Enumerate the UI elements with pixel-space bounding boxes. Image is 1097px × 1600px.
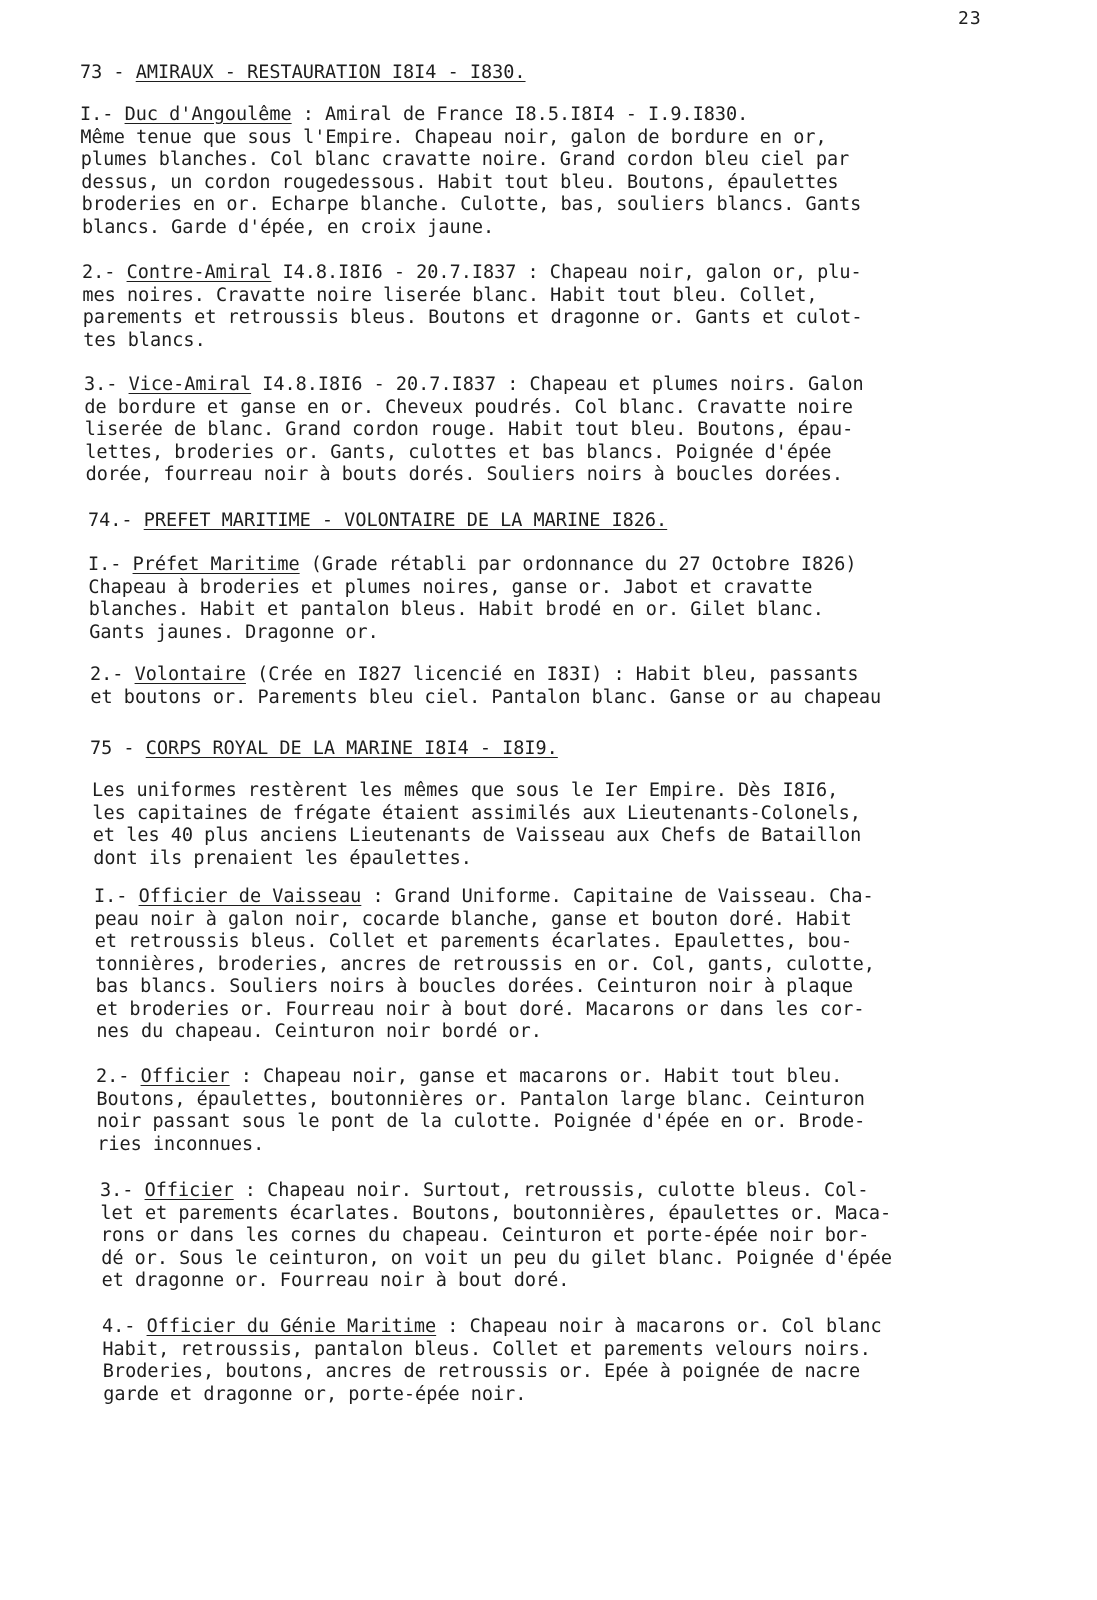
section-header	[80, 62, 526, 83]
entry-text: parements et retroussis bleus. Boutons et dragonne or. Gants et culot-	[82, 307, 863, 328]
text-line	[82, 285, 817, 307]
text-line	[88, 577, 812, 599]
text-line	[94, 909, 851, 931]
entry-text: dorée, fourreau noir à bouts dorés. Souliers noirs à boucles dorées.	[85, 464, 843, 485]
section-title: PREFET MARITIME - VOLONTAIRE DE LA MARINE I826.	[143, 510, 668, 531]
entry-text: mes noires. Cravatte noire liserée blanc. Habit tout bleu. Collet,	[82, 284, 818, 306]
entry-text: tonnières, broderies, ancres de retroussis en or. Col, gants, culotte,	[95, 953, 875, 975]
text-line	[96, 1089, 865, 1111]
entry-text: tes blancs.	[83, 329, 206, 351]
entry-text: Gants jaunes. Dragonne or.	[89, 621, 379, 643]
text-line	[100, 1180, 869, 1202]
entry-number: 2.-	[82, 262, 127, 283]
text-line	[100, 1203, 891, 1225]
entry-text: Chapeau à broderies et plumes noires, ganse or. Jabot et cravatte	[88, 576, 813, 598]
entry-text: : Chapeau noir. Surtout, retroussis, culotte bleus. Col-	[233, 1180, 869, 1201]
text-line	[96, 1066, 842, 1088]
section-number: 74.-	[88, 510, 144, 531]
entry-text: et broderies or. Fourreau noir à bout doré. Macarons or dans les cor-	[96, 998, 865, 1020]
text-line	[96, 999, 865, 1021]
entry-text: : Chapeau noir, ganse et macarons or. Habit tout bleu.	[229, 1066, 843, 1087]
entry-text: Broderies, boutons, ancres de retroussis or. Epée à poignée de nacre	[102, 1361, 861, 1382]
text-line	[89, 599, 824, 621]
entry-text: Les uniformes restèrent les mêmes que sous le Ier Empire. Dès I8I6,	[92, 780, 839, 801]
entry-text: Même tenue que sous l'Empire. Chapeau noir, galon de bordure en or,	[80, 126, 827, 148]
text-line	[103, 1384, 526, 1406]
entry-text: liserée de blanc. Grand cordon rouge. Habit tout bleu. Boutons, épau-	[84, 419, 854, 440]
text-line	[84, 374, 864, 396]
text-line	[80, 127, 826, 149]
entry-text: dessus, un cordon rougedessous. Habit tout bleu. Boutons, épaulettes	[81, 171, 839, 193]
text-line	[90, 664, 859, 686]
text-line	[102, 1339, 871, 1361]
text-line	[96, 976, 853, 998]
entry-text: nes du chapeau. Ceinturon noir bordé or.	[96, 1021, 542, 1042]
text-line	[101, 1248, 892, 1270]
entry-text: les capitaines de frégate étaient assimilés aux Lieutenants-Colonels,	[92, 802, 861, 824]
entry-number: I.-	[80, 104, 125, 125]
text-line	[84, 397, 853, 419]
text-line	[82, 262, 862, 284]
entry-term: Contre-Amiral	[126, 262, 272, 283]
entry-text: rons or dans les cornes du chapeau. Ceinturon et porte-épée noir bor-	[100, 1225, 870, 1246]
text-line	[81, 149, 850, 171]
entry-text: bas blancs. Souliers noirs à boucles dorées. Ceinturon noir à plaque	[95, 976, 853, 997]
section-number: 73 -	[80, 62, 136, 83]
entry-text: garde et dragonne or, porte-épée noir.	[103, 1383, 527, 1405]
section-title: CORPS ROYAL DE LA MARINE I8I4 - I8I9.	[145, 738, 558, 759]
text-line	[97, 1134, 264, 1156]
text-line	[96, 1021, 542, 1043]
entry-text: blancs. Garde d'épée, en croix jaune.	[82, 216, 495, 238]
entry-text: et les 40 plus anciens Lieutenants de Vaisseau aux Chefs de Bataillon	[92, 825, 862, 846]
text-line	[81, 172, 838, 194]
section-header	[88, 510, 667, 531]
entry-term: Officier du Génie Maritime	[146, 1316, 437, 1337]
entry-term: Officier de Vaisseau	[138, 886, 362, 907]
entry-text: et boutons or. Parements bleu ciel. Pantalon blanc. Ganse or au chapeau	[90, 686, 882, 708]
entry-text: de bordure et ganse en or. Cheveux poudrés. Col blanc. Cravatte noire	[84, 396, 853, 418]
entry-number: 4.-	[102, 1316, 147, 1337]
entry-text: : Amiral de France I8.5.I8I4 - I.9.I830.	[291, 104, 749, 125]
entry-number: 2.-	[96, 1066, 141, 1087]
text-line	[94, 886, 874, 908]
text-line	[93, 825, 862, 847]
entry-text: I4.8.I8I6 - 20.7.I837 : Chapeau et plumes noirs. Galon	[251, 374, 864, 395]
text-line	[80, 104, 748, 126]
text-line	[103, 1361, 860, 1383]
entry-text: plumes blanches. Col blanc cravatte noire. Grand cordon bleu ciel par	[80, 149, 850, 170]
entry-text: I4.8.I8I6 - 20.7.I837 : Chapeau noir, galon or, plu-	[271, 262, 862, 283]
text-line	[85, 442, 831, 464]
entry-term: Volontaire	[134, 664, 246, 685]
entry-number: 3.-	[84, 374, 129, 395]
text-line	[90, 687, 881, 709]
text-line	[82, 217, 494, 239]
entry-text: (Grade rétabli par ordonnance du 27 Octobre I826)	[299, 554, 857, 575]
entry-text: let et parements écarlates. Boutons, boutonnières, épaulettes or. Maca-	[100, 1202, 892, 1224]
text-line	[88, 554, 857, 576]
entry-number: I.-	[88, 554, 133, 575]
entry-text: (Crée en I827 licencié en I83I) : Habit bleu, passants	[245, 664, 859, 685]
text-line	[102, 1316, 882, 1338]
entry-number: I.-	[94, 886, 139, 907]
entry-text: et dragonne or. Fourreau noir à bout doré.	[101, 1270, 570, 1291]
entry-text: peau noir à galon noir, cocarde blanche, ganse et bouton doré. Habit	[94, 908, 852, 930]
text-line	[89, 622, 379, 644]
entry-text: dé or. Sous le ceinturon, on voit un peu du gilet blanc. Poignée d'épée	[101, 1247, 892, 1269]
text-line	[92, 780, 838, 802]
entry-term: Préfet Maritime	[132, 554, 300, 575]
entry-term: Officier	[140, 1066, 230, 1087]
section-header	[90, 738, 558, 759]
entry-text: Habit, retroussis, pantalon bleus. Collet et parements velours noirs.	[102, 1338, 871, 1360]
entry-term: Vice-Amiral	[128, 374, 252, 395]
entry-term: Duc d'Angoulême	[124, 104, 292, 125]
entry-text: blanches. Habit et pantalon bleus. Habit brodé en or. Gilet blanc.	[88, 599, 824, 620]
entry-text: ries inconnues.	[97, 1133, 265, 1155]
text-line	[85, 419, 854, 441]
entry-text: : Chapeau noir à macarons or. Col blanc	[436, 1316, 882, 1337]
page-number: 23	[958, 8, 982, 29]
entry-term: Officier	[144, 1180, 234, 1201]
section-number: 75 -	[90, 738, 146, 759]
text-line	[83, 330, 206, 352]
entry-number: 3.-	[100, 1180, 145, 1201]
text-line	[97, 1111, 866, 1133]
entry-number: 2.-	[90, 664, 135, 685]
text-line	[95, 954, 875, 976]
entry-text: lettes, broderies or. Gants, culottes et bas blancs. Poignée d'épée	[85, 441, 832, 463]
entry-text: broderies en or. Echarpe blanche. Culotte, bas, souliers blancs. Gants	[81, 194, 862, 215]
text-line	[83, 307, 863, 329]
section-title: AMIRAUX - RESTAURATION I8I4 - I830.	[135, 62, 526, 83]
entry-text: Boutons, épaulettes, boutonnières or. Pantalon large blanc. Ceinturon	[96, 1088, 865, 1110]
text-line	[82, 194, 862, 216]
entry-text: et retroussis bleus. Collet et parements écarlates. Epaulettes, bou-	[94, 931, 853, 952]
entry-text: noir passant sous le pont de la culotte. Poignée d'épée en or. Brode-	[96, 1111, 866, 1132]
text-line	[93, 848, 472, 870]
entry-text: dont ils prenaient les épaulettes.	[93, 847, 472, 869]
entry-text: : Grand Uniforme. Capitaine de Vaisseau. Cha-	[361, 886, 874, 907]
text-line	[102, 1270, 570, 1292]
text-line	[95, 931, 852, 953]
text-line	[86, 464, 843, 486]
text-line	[101, 1225, 870, 1247]
text-line	[92, 803, 861, 825]
